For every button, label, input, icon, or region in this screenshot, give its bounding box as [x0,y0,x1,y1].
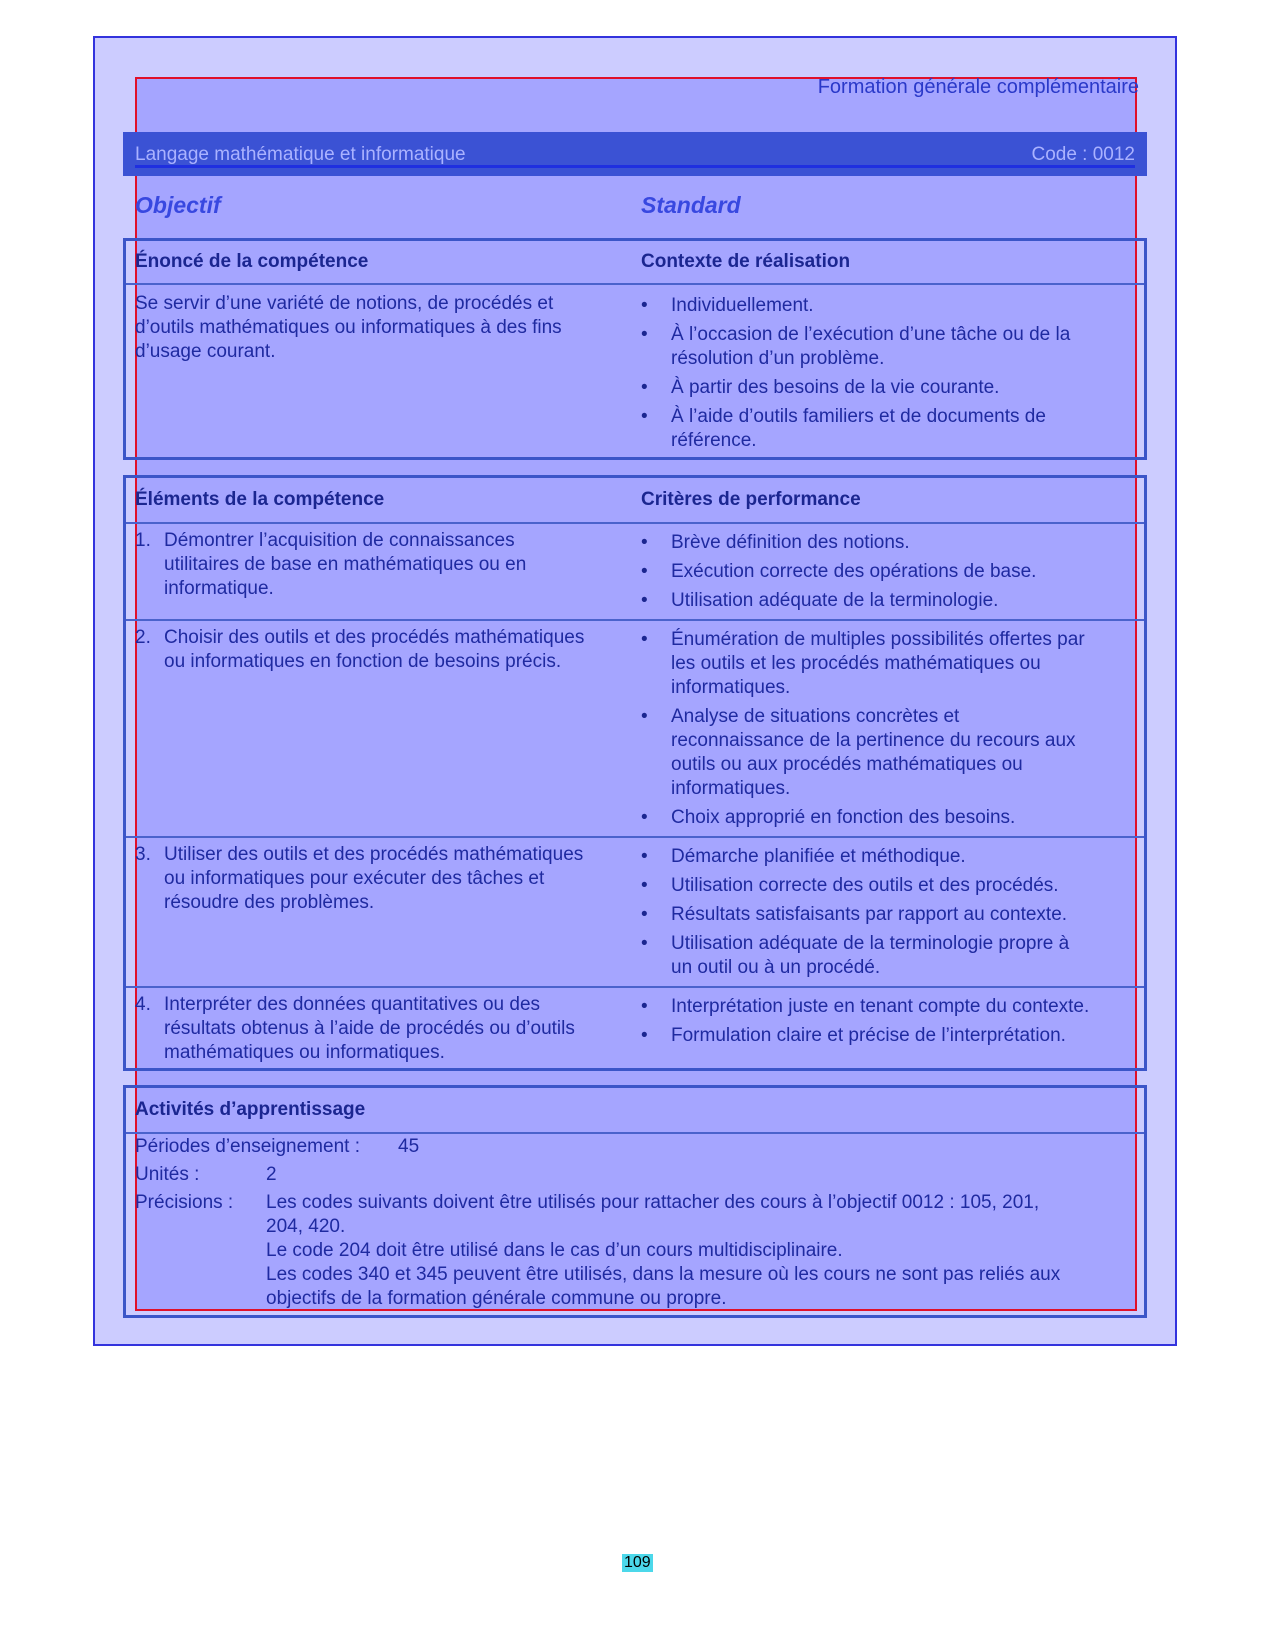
page-number: 109 [624,1554,651,1571]
criterion-item [671,845,966,869]
standard-heading: Standard [641,192,741,218]
text-line: • Utilisation adéquate de la terminologie propre à [671,933,1070,954]
element-text [164,626,634,674]
title-underline [135,165,1135,168]
text-line: utilitaires de base en mathématiques ou en [164,554,527,575]
criterion-item [671,531,910,555]
context-item [671,376,999,400]
text-line: informatiques. [671,778,791,799]
unites-value: 2 [266,1164,277,1185]
title-bar [123,132,1147,176]
text-line: informatique. [164,578,274,599]
criterion-item [671,874,1059,898]
periodes-value: 45 [398,1136,420,1157]
text-line: Choisir des outils et des procédés mathématiques [164,627,585,648]
text-line: reconnaissance de la pertinence du recours aux [671,730,1076,751]
element-number: 2. [135,627,151,648]
context-item [671,405,1046,453]
precisions-label: Précisions : [135,1192,234,1213]
unites-label: Unités : [135,1164,200,1185]
element-text [164,843,634,915]
element-text [164,529,624,601]
text-line: • Utilisation adéquate de la terminologie. [671,590,999,611]
text-line: • Brève définition des notions. [671,532,910,553]
text-line: • À l’aide d’outils familiers et de documents de [671,406,1046,427]
context-item [671,294,814,318]
text-line: Les codes 340 et 345 peuvent être utilisés, dans la mesure où les cours ne sont pas reliés aux [266,1264,1061,1285]
element-number: 4. [135,994,151,1015]
divider [126,986,1144,988]
text-line: Interpréter des données quantitatives ou des [164,994,541,1015]
element-number: 1. [135,530,151,551]
element-text [164,993,634,1065]
text-line: • Utilisation correcte des outils et des procédés. [671,875,1059,896]
text-line: un outil ou à un procédé. [671,957,881,978]
text-line: Le code 204 doit être utilisé dans le cas d’un cours multidisciplinaire. [266,1240,843,1261]
text-line: objectifs de la formation générale commune ou propre. [266,1288,727,1309]
precisions-text [266,1191,1146,1311]
divider [126,522,1144,524]
elements-heading: Éléments de la compétence [135,489,385,510]
text-line: • Interprétation juste en tenant compte du contexte. [671,996,1090,1017]
text-line: mathématiques ou informatiques. [164,1042,445,1063]
text-line: les outils et les procédés mathématiques ou [671,653,1041,674]
competence-heading: Énoncé de la compétence [135,251,369,272]
text-line: d’usage courant. [135,341,276,362]
text-line: • Individuellement. [671,295,814,316]
periodes-label: Périodes d’enseignement : [135,1136,360,1157]
text-line: • Résultats satisfaisants par rapport au contexte. [671,904,1068,925]
criterion-item [671,705,1076,801]
text-line: Utiliser des outils et des procédés mathématiques [164,844,584,865]
context-heading: Contexte de réalisation [641,251,851,272]
formation-label: Formation générale complémentaire [817,76,1139,98]
divider [126,283,1144,285]
text-line: Les codes suivants doivent être utilisés pour rattacher des cours à l’objectif 0012 : 105, 201, [266,1192,1040,1213]
objectif-heading: Objectif [135,192,221,218]
text-line: Démontrer l’acquisition de connaissances [164,530,515,551]
text-line: • Exécution correcte des opérations de base. [671,561,1037,582]
text-line: outils ou aux procédés mathématiques ou [671,754,1023,775]
text-line: • Formulation claire et précise de l’interprétation. [671,1025,1066,1046]
competence-statement [135,292,615,364]
text-line: résolution d’un problème. [671,348,885,369]
text-line: ou informatiques pour exécuter des tâches et [164,868,545,889]
text-line: résultats obtenus à l’aide de procédés ou d’outils [164,1018,575,1039]
text-line: • Analyse de situations concrètes et [671,706,960,727]
text-line: d’outils mathématiques ou informatiques à des fins [135,317,562,338]
divider [126,836,1144,838]
text-line: informatiques. [671,677,791,698]
text-line: • Choix approprié en fonction des besoins. [671,807,1016,828]
activites-heading: Activités d’apprentissage [135,1099,366,1120]
text-line: • Démarche planifiée et méthodique. [671,846,966,867]
text-line: • À l’occasion de l’exécution d’une tâche ou de la [671,324,1071,345]
criterion-item [671,1024,1066,1048]
criteria-heading: Critères de performance [641,489,861,510]
text-line: • Énumération de multiples possibilités offertes par [671,629,1085,650]
divider [126,619,1144,621]
context-item [671,323,1070,371]
criterion-item [671,806,1015,830]
divider [126,1132,1144,1134]
course-code: Code : 0012 [1031,144,1135,165]
criterion-item [671,560,1036,584]
criterion-item [671,903,1067,927]
text-line: • À partir des besoins de la vie courante. [671,377,1000,398]
text-line: Se servir d’une variété de notions, de procédés et [135,293,554,314]
text-line: résoudre des problèmes. [164,892,375,913]
text-line: référence. [671,430,757,451]
criterion-item [671,932,1069,980]
criterion-item [671,995,1089,1019]
subject-title: Langage mathématique et informatique [135,144,466,165]
criterion-item [671,589,998,613]
element-number: 3. [135,844,151,865]
criterion-item [671,628,1085,700]
text-line: ou informatiques en fonction de besoins précis. [164,651,562,672]
text-line: 204, 420. [266,1216,346,1237]
